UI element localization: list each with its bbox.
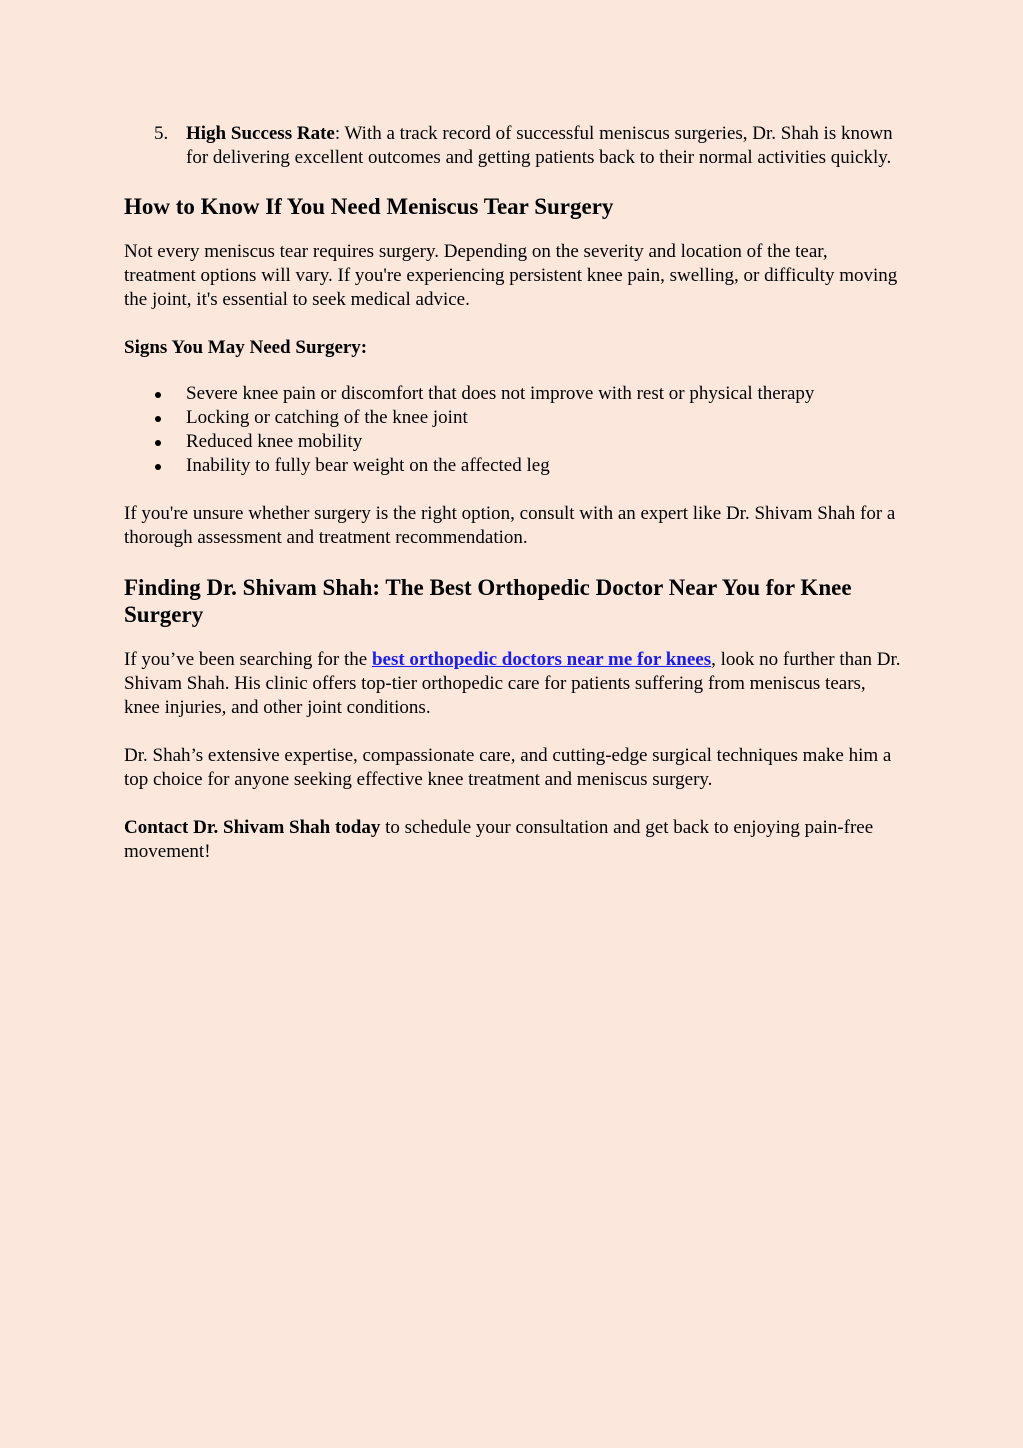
list-number: 5.: [154, 123, 169, 144]
list-item: [124, 406, 904, 430]
paragraph-text: If you’ve been searching for the: [124, 649, 372, 670]
paragraph-text: , look no further than Dr. Shivam Shah. His clinic offers top-tier orthopedic care for patients suffering from meniscus tears, knee injuries, and other joint conditions.: [124, 649, 901, 718]
expertise-paragraph: Dr. Shah’s extensive expertise, compassionate care, and cutting-edge surgical techniques make him a top choice for anyone seeking effective knee treatment and meniscus surgery.: [124, 745, 892, 790]
bullet-icon: [155, 392, 161, 398]
bullet-icon: [155, 416, 161, 422]
list-item-text: Severe knee pain or discomfort that does not improve with rest or physical therapy: [186, 383, 815, 404]
orthopedic-doctors-link[interactable]: best orthopedic doctors near me for knees: [371, 649, 712, 670]
list-item-text: Inability to fully bear weight on the affected leg: [186, 455, 550, 476]
bullet-icon: [155, 464, 161, 470]
contact-paragraph: [124, 816, 904, 864]
list-item: [124, 430, 904, 454]
list-item-text: Locking or catching of the knee joint: [186, 407, 468, 428]
list-item-high-success-rate: [124, 122, 904, 170]
paragraph-text: to schedule your consultation and get back to enjoying pain-free movement!: [124, 817, 874, 862]
section-heading-finding-doctor: Finding Dr. Shivam Shah: The Best Orthopedic Doctor Near You for Knee Surgery: [124, 575, 852, 627]
bullet-icon: [155, 440, 161, 446]
list-item-bold-label: High Success Rate: [186, 123, 335, 144]
list-item-text: Reduced knee mobility: [186, 431, 363, 452]
list-item: [124, 454, 904, 478]
signs-subheading: Signs You May Need Surgery:: [124, 337, 368, 358]
section-heading-meniscus-surgery: How to Know If You Need Meniscus Tear Surgery: [124, 194, 614, 219]
document-body: [124, 122, 904, 864]
list-item: [124, 382, 904, 406]
contact-bold-text: Contact Dr. Shivam Shah today: [124, 817, 381, 838]
consult-paragraph: If you're unsure whether surgery is the right option, consult with an expert like Dr. Shivam Shah for a thorough assessment and treatment recommendation.: [124, 503, 896, 548]
intro-paragraph: Not every meniscus tear requires surgery. Depending on the severity and location of the tear, treatment options will vary. If you're experiencing persistent knee pain, swelling, or difficulty moving the joint, it's essential to seek medical advice.: [124, 241, 898, 310]
list-item-text: : With a track record of successful meniscus surgeries, Dr. Shah is known for delivering excellent outcomes and getting patients back to their normal activities quickly.: [186, 123, 893, 168]
search-paragraph: [124, 648, 904, 720]
signs-list: [124, 382, 904, 478]
